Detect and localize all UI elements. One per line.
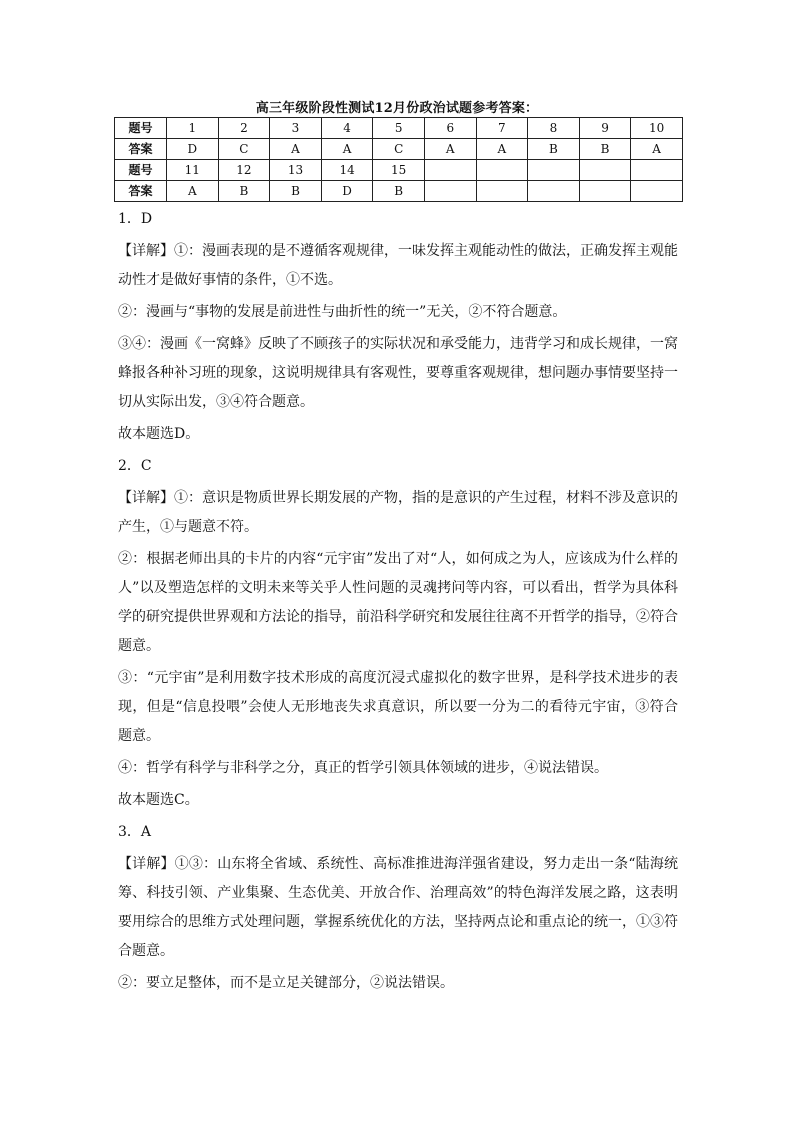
table-cell: 6 [424,118,476,139]
table-cell: D [321,181,373,202]
table-cell: 15 [373,160,425,181]
explanation-paragraph: ③：“元宇宙”是利用数字技术形成的高度沉浸式虚拟化的数字世界，是科学技术进步的表现，但是“信息投喂”会使人无形地丧失求真意识，所以要一分为二的看待元宇宙，③符合题意。 [118,670,678,744]
explanation-paragraph: ②：根据老师出具的卡片的内容“元宇宙”发出了对“人，如何成之为人，应该成为什么样的人”以及塑造怎样的文明未来等关乎人性问题的灵魂拷问等内容，可以看出，哲学为具体科学的研究提供世界观和方法论的指导，前沿科学研究和发展往往离不开哲学的指导，②符合题意。 [118,551,678,654]
answer-explanations [118,205,678,998]
question-answer-heading: 3．A [118,824,152,840]
table-cell [579,160,631,181]
table-cell: A [270,139,322,160]
answer-table [114,117,683,202]
table-cell: B [373,181,425,202]
row-label: 答案 [115,139,167,160]
table-cell [424,181,476,202]
table-cell: 10 [631,118,683,139]
explanation-paragraph: 【详解】①③：山东将全省域、系统性、高标准推进海洋强省建设，努力走出一条“陆海统筹、科技引领、产业集聚、生态优美、开放合作、治理高效”的特色海洋发展之路，这表明要用综合的思维方式处理问题，掌握系统优化的方法，坚持两点论和重点论的统一，①③符合题意。 [118,856,678,959]
table-cell: A [167,181,219,202]
explanation-paragraph: 【详解】①：漫画表现的是不遵循客观规律，一味发挥主观能动性的做法，正确发挥主观能动性才是做好事情的条件，①不选。 [118,243,678,288]
table-cell: B [218,181,270,202]
table-cell [631,181,683,202]
table-cell: 8 [528,118,580,139]
question-answer-heading: 2．C [118,458,152,474]
table-cell [631,160,683,181]
document-title: 高三年级阶段性测试12月份政治试题参考答案： [255,101,539,116]
explanation-paragraph: 【详解】①：意识是物质世界长期发展的产物，指的是意识的产生过程，材料不涉及意识的产生，①与题意不符。 [118,490,678,535]
table-cell: 5 [373,118,425,139]
explanation-paragraph: ②：漫画与“事物的发展是前进性与曲折性的统一”无关，②不符合题意。 [118,304,567,320]
table-cell: 14 [321,160,373,181]
table-cell [476,181,528,202]
answer-table-row [115,118,683,139]
table-cell: C [373,139,425,160]
table-cell: 11 [167,160,219,181]
table-cell: A [631,139,683,160]
table-cell: C [218,139,270,160]
row-label: 答案 [115,181,167,202]
explanation-paragraph: ④：哲学有科学与非科学之分，真正的哲学引领具体领域的进步，④说法错误。 [118,760,608,776]
row-label: 题号 [115,160,167,181]
table-cell: B [579,139,631,160]
table-cell: A [321,139,373,160]
table-cell: 3 [270,118,322,139]
table-cell [528,160,580,181]
table-cell [424,160,476,181]
table-cell: D [167,139,219,160]
conclusion-line: 故本题选D。 [118,426,200,442]
question-answer-heading: 1．D [118,211,153,227]
table-cell: 7 [476,118,528,139]
table-cell: 2 [218,118,270,139]
answer-table-body [115,118,683,202]
table-cell [579,181,631,202]
table-cell: 13 [270,160,322,181]
table-cell: B [528,139,580,160]
explanation-paragraph: ②：要立足整体，而不是立足关键部分，②说法错误。 [118,975,454,991]
explanation-paragraph: ③④：漫画《一窝蜂》反映了不顾孩子的实际状况和承受能力，违背学习和成长规律，一窝蜂报各种补习班的现象，这说明规律具有客观性，要尊重客观规律，想问题办事情要坚持一切从实际出发，③④符合题意。 [118,336,678,410]
conclusion-line: 故本题选C。 [118,792,199,808]
answer-table-row [115,181,683,202]
table-cell: A [476,139,528,160]
table-cell: A [424,139,476,160]
answer-table-row [115,139,683,160]
table-cell [528,181,580,202]
answer-table-row [115,160,683,181]
table-cell: 9 [579,118,631,139]
table-cell: 12 [218,160,270,181]
table-cell: 4 [321,118,373,139]
table-cell [476,160,528,181]
table-cell: 1 [167,118,219,139]
table-cell: B [270,181,322,202]
row-label: 题号 [115,118,167,139]
